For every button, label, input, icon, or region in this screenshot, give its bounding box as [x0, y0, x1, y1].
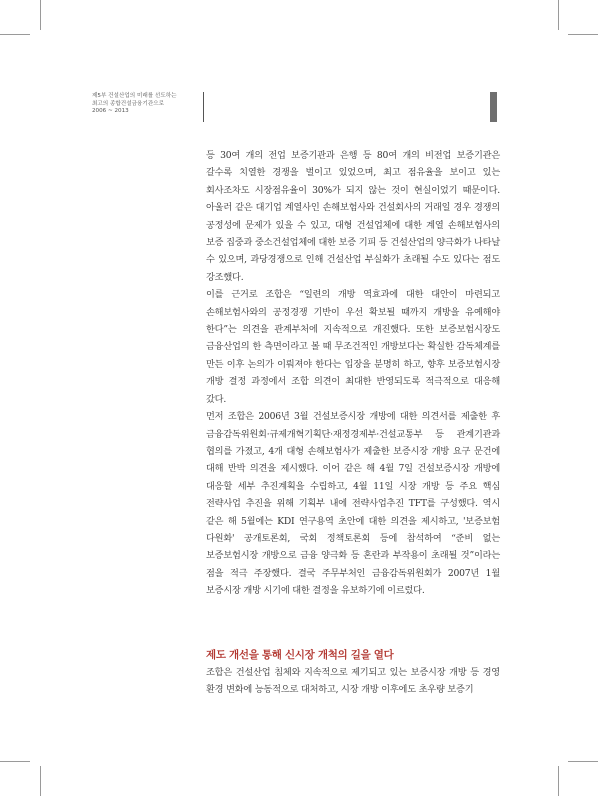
running-header — [92, 93, 202, 116]
header-rule — [203, 92, 204, 122]
crop-mark-bottom-left-h — [0, 761, 30, 762]
body-text — [206, 147, 500, 600]
running-header-line-1: 제5부 건설산업의 미래를 선도하는 — [92, 93, 177, 99]
section-body — [206, 664, 500, 699]
body-paragraph-3: 먼저 조합은 2006년 3월 건설보증시장 개방에 대한 의견서를 제출한 후 금융감독위원회·규제개혁기획단·재정경제부·건설교통부 등 관계기관과 협의를 가졌고, 4개 대형 손해보험사가 제출한 보증시장 개방 요구 문건에 대해 반박 의견을 제시했다. 이어 같은 해 4월 7일 건설보증시장 개방에 대응할 세부 추진계획을 수립하고, 4월 11일 시장 개방 등 주요 핵심 전략사업 추진을 위해 기획부 내에 전략사업추진 TFT를 구성했다. 역시 같은 해 5월에는 KDI 연구용역 초안에 대한 의견을 제시하고, '보증보험 다원화' 공개토론회, 국회 정책토론회 등에 참석하여 “준비 없는 보증보험시장 개방으로 금융 양극화 등 혼란과 부작용이 초래될 것”이라는 점을 적극 주장했다. 결국 주무부처인 금융감독위원회가 2007년 1월 보증시장 개방 시기에 대한 결정을 유보하기에 이르렀다. — [206, 411, 500, 597]
crop-mark-top-right-v — [558, 0, 559, 30]
crop-mark-bottom-left-v — [40, 766, 41, 796]
crop-mark-top-left-v — [40, 0, 41, 30]
crop-mark-top-left-h — [0, 34, 30, 35]
thumb-tab — [490, 92, 497, 122]
body-paragraph-1: 등 30여 개의 전업 보증기관과 은행 등 80여 개의 비전업 보증기관은 갈수록 치열한 경쟁을 벌이고 있었으며, 최고 점유율을 보이고 있는 회사조차도 시장점유율이 30%가 되지 않는 것이 현실이었기 때문이다. 아울러 같은 대기업 계열사인 손해보험사와 건설회사의 거래일 경우 경쟁의 공정성에 문제가 있을 수 있고, 대형 건설업체에 대한 계열 손해보험사의 보증 집중과 중소건설업체에 대한 보증 기피 등 건설산업의 양극화가 나타날 수 있으며, 과당경쟁으로 인해 건설산업 부실화가 초래될 수도 있다는 점도 강조했다. — [206, 150, 500, 283]
crop-mark-bottom-right-h — [568, 761, 598, 762]
running-header-line-2: 최고의 종합건설금융기관으로 — [92, 100, 165, 107]
section-heading: 제도 개선을 통해 신시장 개척의 길을 열다 — [206, 649, 394, 661]
body-paragraph-2: 이를 근거로 조합은 “일련의 개방 역효과에 대한 대안이 마련되고 손해보험사와의 공정경쟁 기반이 우선 확보될 때까지 개방을 유예해야 한다”는 의견을 관계부처에 지속적으로 개진했다. 또한 보증보험시장도 금융산업의 한 측면이라고 볼 때 무조건적인 개방보다는 확실한 감독체계를 만든 이후 논의가 이뤄져야 한다는 입장을 분명히 하고, 향후 보증보험시장 개방 결정 과정에서 조합 의견이 최대한 반영되도록 적극적으로 대응해 갔다. — [206, 289, 500, 405]
crop-mark-bottom-right-v — [558, 766, 559, 796]
section-paragraph: 조합은 건설산업 침체와 지속적으로 제기되고 있는 보증시장 개방 등 경영 환경 변화에 능동적으로 대처하고, 시장 개방 이후에도 초우량 보증기 — [206, 667, 500, 696]
crop-mark-top-right-h — [568, 34, 598, 35]
running-header-line-3: 2006 ~ 2013 — [92, 108, 129, 115]
